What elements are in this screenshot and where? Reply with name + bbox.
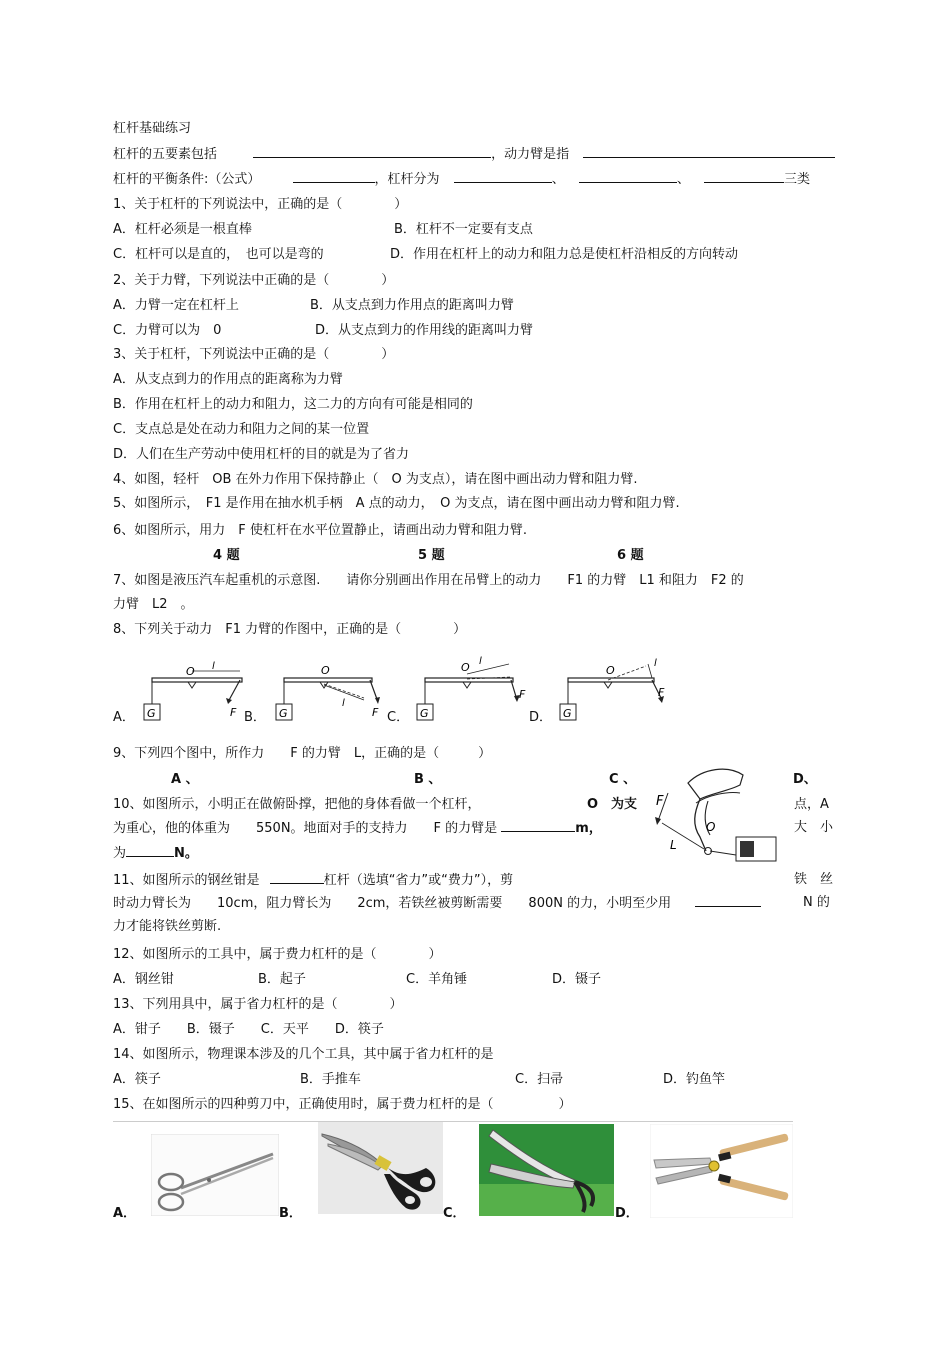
q10-line2-text: 为重心，他的体重为 550N。地面对手的支持力 F 的力臂是: [113, 821, 498, 836]
arm-def-label: ，动力臂是指: [491, 147, 570, 162]
arm-label: l: [479, 656, 482, 667]
q5-text: 5、如图所示， F1 是作用在抽水机手柄 A 点的动力， O 为支点，请在图中画出动力臂和阻力臂.: [113, 496, 680, 511]
fig-label-5: 5 题: [418, 548, 445, 563]
fulcrum-label: O: [461, 661, 470, 674]
type-blank-1[interactable]: [454, 170, 552, 183]
arm-def-blank[interactable]: [583, 145, 835, 158]
five-elements-label: 杠杆的五要素包括: [113, 147, 218, 162]
q8-figure-d: [556, 652, 676, 726]
q3-option-c[interactable]: C．支点总是处在动力和阻力之间的某一位置: [113, 422, 370, 437]
q11-line2-post: N 的: [803, 895, 830, 910]
arm-label: l: [342, 698, 345, 709]
force-label: F: [372, 706, 379, 719]
q7-line2: 力臂 L2 。: [113, 597, 194, 612]
q13-stem: 13、下列用具中，属于省力杠杆的是（ ）: [113, 997, 403, 1012]
q8-stem: 8、下列关于动力 F1 力臂的作图中，正确的是（ ）: [113, 622, 467, 637]
types-label: ，杠杆分为: [374, 172, 440, 187]
q3-option-a[interactable]: A．从支点到力的作用点的距离称为力臂: [113, 372, 343, 387]
scissors-b-image[interactable]: [318, 1122, 443, 1214]
scissors-a-image[interactable]: [151, 1134, 279, 1216]
force-label: F: [656, 794, 664, 809]
intro-balance: [113, 170, 810, 189]
q10-line2: [113, 819, 602, 838]
q12-option-c[interactable]: C．羊角锤: [406, 972, 468, 987]
scissors-d-image[interactable]: [650, 1124, 793, 1218]
q9-option-d[interactable]: D、: [793, 772, 817, 787]
q10-line1: 10、如图所示，小明正在做俯卧撑，把他的身体看做一个杠杆，: [113, 797, 481, 812]
q11-line1-pre: 11、如图所示的钢丝钳是: [113, 873, 260, 888]
q3-option-d[interactable]: D．人们在生产劳动中使用杠杆的目的就是为了省力: [113, 447, 410, 462]
q15-option-b[interactable]: B．: [279, 1206, 302, 1221]
q10-force-blank[interactable]: [126, 844, 174, 857]
q4-text: 4、如图，轻杆 OB 在外力作用下保持静止（ O 为支点），请在图中画出动力臂和阻力臂.: [113, 472, 638, 487]
unit-m: m，: [575, 821, 602, 836]
weight-label: G: [563, 707, 572, 720]
q3-option-b[interactable]: B．作用在杠杆上的动力和阻力，这二力的方向有可能是相同的: [113, 397, 473, 412]
q9-stem: 9、下列四个图中，所作力 F 的力臂 L，正确的是（ ）: [113, 746, 492, 761]
weight-label: G: [420, 707, 429, 720]
q9-option-b[interactable]: B 、: [414, 772, 442, 787]
q14-option-d[interactable]: D．钓鱼竿: [663, 1072, 726, 1087]
q14-option-b[interactable]: B．手推车: [300, 1072, 361, 1087]
fulcrum-label: O: [706, 820, 716, 834]
q9-option-a[interactable]: A 、: [171, 772, 199, 787]
q2-stem: 2、关于力臂，下列说法中正确的是（ ）: [113, 273, 395, 288]
fig-label-4: 4 题: [213, 548, 240, 563]
five-elements-blank[interactable]: [253, 145, 491, 158]
q8-figure-c: [413, 652, 533, 726]
fulcrum-label: O: [606, 664, 615, 677]
q11-line3: 力才能将铁丝剪断.: [113, 919, 222, 934]
intro-five-elements: [113, 145, 835, 164]
types-end: 三类: [784, 172, 811, 187]
q8-figure-b: [272, 656, 382, 726]
arm-label: L: [670, 838, 677, 852]
q15-stem: 15、在如图所示的四种剪刀中，正确使用时，属于费力杠杆的是（ ）: [113, 1097, 572, 1112]
q10-daxiao: 大 小: [794, 820, 834, 835]
q14-option-a[interactable]: A．筷子: [113, 1072, 161, 1087]
q11-type-blank[interactable]: [270, 871, 324, 884]
sep: 、: [676, 172, 690, 187]
q1-option-c[interactable]: C．杠杆可以是直的， 也可以是弯的: [113, 247, 324, 262]
weight-label: G: [279, 707, 288, 720]
q8-figure-a: [140, 656, 250, 726]
q2-option-d[interactable]: D．从支点到力的作用线的距离叫力臂: [315, 323, 534, 338]
q11-line2-pre: 时动力臂长为 10cm，阻力臂长为 2cm，若铁丝被剪断需要 800N 的力，小明至少用: [113, 896, 672, 911]
force-label: F: [519, 688, 526, 701]
q12-option-b[interactable]: B．起子: [258, 972, 306, 987]
arm-label: l: [654, 658, 657, 669]
arm-label: l: [212, 661, 215, 672]
q13-options[interactable]: A．钳子 B．镊子 C．天平 D．筷子: [113, 1022, 384, 1037]
type-blank-2[interactable]: [579, 170, 677, 183]
q14-stem: 14、如图所示，物理课本涉及的几个工具，其中属于省力杠杆的是: [113, 1047, 494, 1062]
scissors-c-image[interactable]: [479, 1124, 614, 1216]
q7-line1: 7、如图是液压汽车起重机的示意图. 请你分别画出作用在吊臂上的动力 F1 的力臂 L1 和阻力 F2 的: [113, 573, 744, 588]
balance-blank[interactable]: [293, 170, 375, 183]
q1-option-d[interactable]: D．作用在杠杆上的动力和阻力总是使杠杆沿相反的方向转动: [390, 247, 739, 262]
q12-option-a[interactable]: A．钢丝钳: [113, 972, 174, 987]
page-title: 杠杆基础练习: [113, 121, 192, 136]
q10-line3-pre: 为: [113, 846, 127, 861]
q12-option-d[interactable]: D．镊子: [552, 972, 602, 987]
q15-option-a[interactable]: A．: [113, 1206, 137, 1221]
fulcrum-label: O: [321, 664, 330, 677]
q1-option-a[interactable]: A．杠杆必须是一根直棒: [113, 222, 252, 237]
fulcrum-label: O: [186, 665, 195, 678]
q8-option-a[interactable]: A．: [113, 710, 135, 725]
q2-option-c[interactable]: C．力臂可以为 0: [113, 323, 222, 338]
q6-text: 6、如图所示，用力 F 使杠杆在水平位置静止，请画出动力臂和阻力臂.: [113, 523, 528, 538]
q9-pedal-figure: [648, 763, 783, 868]
unit-n: N。: [174, 846, 198, 861]
q10-arm-blank[interactable]: [501, 819, 575, 832]
q11-force-blank[interactable]: [695, 894, 761, 907]
q11-line1-post: 杠杆（选填“省力”或“费力”），剪: [323, 873, 514, 888]
sep: 、: [551, 172, 565, 187]
balance-label: 杠杆的平衡条件:（公式）: [113, 172, 261, 187]
q1-stem: 1、关于杠杆的下列说法中，正确的是（ ）: [113, 197, 408, 212]
q8-option-d[interactable]: D．: [529, 710, 553, 725]
type-blank-3[interactable]: [704, 170, 784, 183]
q15-divider: [113, 1121, 793, 1122]
q11-tiesi: 铁 丝: [794, 872, 834, 887]
q12-stem: 12、如图所示的工具中，属于费力杠杆的是（ ）: [113, 947, 442, 962]
force-label: F: [658, 686, 665, 699]
q8-option-c[interactable]: C．: [387, 710, 410, 725]
fig-label-6: 6 题: [617, 548, 644, 563]
q3-stem: 3、关于杠杆，下列说法中正确的是（ ）: [113, 347, 395, 362]
q9-option-c[interactable]: C 、: [609, 772, 637, 787]
q15-option-d[interactable]: D．: [615, 1206, 639, 1221]
q15-option-c[interactable]: C．: [443, 1206, 466, 1221]
q11-line1: [113, 871, 513, 890]
q1-option-b[interactable]: B．杠杆不一定要有支点: [394, 222, 533, 237]
q10-dian: 点，A: [794, 797, 829, 812]
q10-o-part: O 为支: [587, 797, 638, 812]
q2-option-b[interactable]: B．从支点到力作用点的距离叫力臂: [310, 298, 514, 313]
q8-option-b[interactable]: B．: [244, 710, 266, 725]
q10-line3: [113, 844, 198, 863]
q2-option-a[interactable]: A．力臂一定在杠杆上: [113, 298, 239, 313]
weight-label: G: [147, 707, 156, 720]
q11-line2: [113, 894, 761, 913]
force-label: F: [230, 706, 237, 719]
q14-option-c[interactable]: C．扫帚: [515, 1072, 564, 1087]
